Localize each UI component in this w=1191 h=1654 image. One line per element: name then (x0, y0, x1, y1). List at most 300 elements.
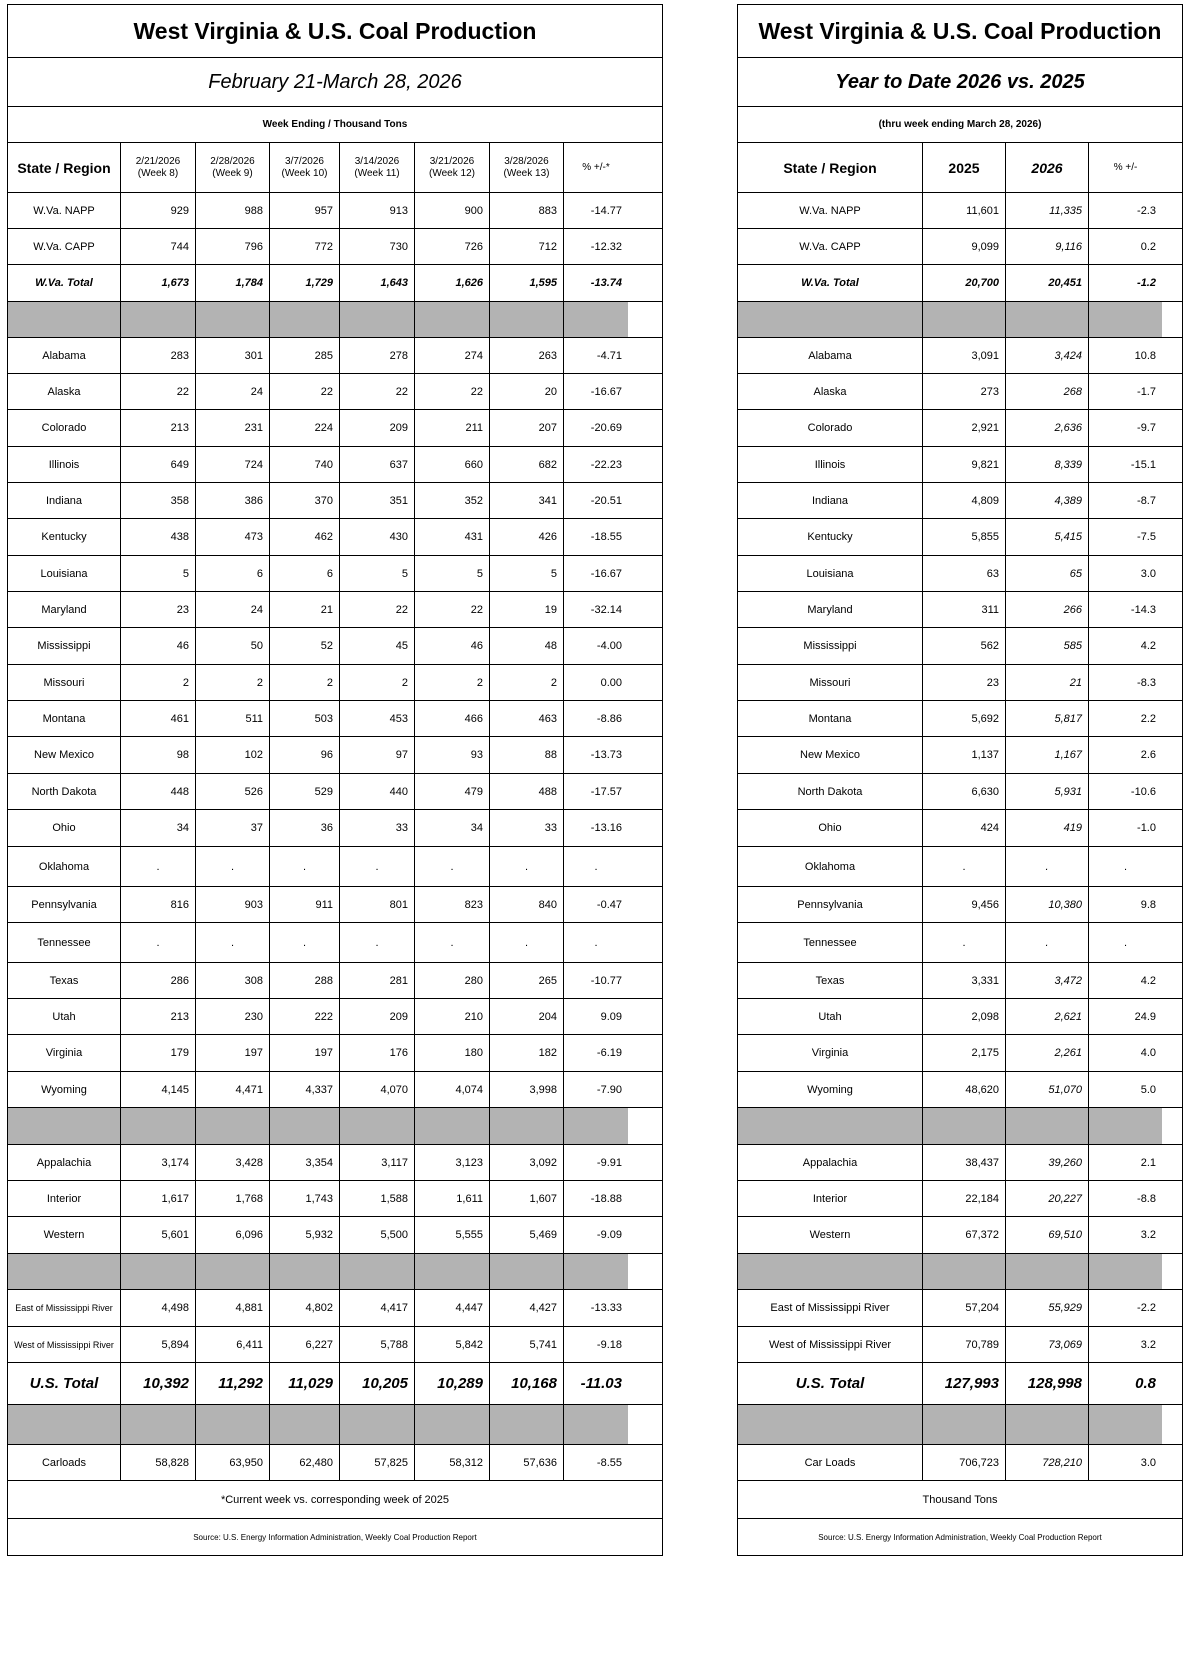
cell-value: 197 (196, 1035, 270, 1071)
cell-value: 274 (415, 338, 490, 373)
cell-value: 52 (270, 628, 340, 664)
table-row (738, 737, 1182, 774)
cell-value: 2.2 (1140, 712, 1156, 725)
table-row (8, 1072, 662, 1108)
cell-value: 278 (340, 338, 415, 373)
row-label-louisiana: Louisiana (8, 556, 121, 591)
cell-value: 1,137 (923, 737, 1006, 773)
cell-value: 24 (196, 374, 270, 409)
table-subtitle: February 21-March 28, 2026 (208, 70, 462, 93)
table-row (738, 410, 1182, 447)
cell-value: 55,929 (1006, 1290, 1089, 1326)
row-label-alaska: Alaska (8, 374, 121, 409)
cell-value: 1,626 (415, 265, 490, 301)
cell-value: 1,607 (490, 1181, 564, 1216)
row-label-alabama: Alabama (8, 338, 121, 373)
cell-value: 273 (923, 374, 1006, 409)
cell-value: 511 (196, 701, 270, 736)
cell-value: 50 (196, 628, 270, 664)
cell-value: 2 (415, 665, 490, 700)
footnote: Thousand Tons (922, 1493, 998, 1506)
cell-value: 2.1 (1140, 1156, 1156, 1169)
column-header: 2025 (923, 143, 1006, 192)
cell-value: 466 (415, 701, 490, 736)
table-row (738, 1217, 1182, 1254)
spacer-cell (1089, 302, 1162, 337)
table-row (738, 1445, 1182, 1481)
cell-value: 3,092 (490, 1145, 564, 1180)
cell-value: 6,411 (196, 1327, 270, 1362)
cell-value: 34 (415, 810, 490, 846)
cell-value: 649 (121, 447, 196, 482)
cell-value: 230 (196, 999, 270, 1034)
spacer-cell (1006, 1254, 1089, 1289)
cell-value: . (340, 847, 415, 886)
column-header: % +/- (1113, 161, 1138, 173)
cell-value: -9.18 (596, 1338, 622, 1351)
spacer-row (738, 1254, 1182, 1290)
cell-value: 3,428 (196, 1145, 270, 1180)
row-label-car-loads: Car Loads (738, 1445, 923, 1480)
row-label-virginia: Virginia (8, 1035, 121, 1071)
cell-value: -8.55 (596, 1456, 622, 1469)
cell-value: 5 (121, 556, 196, 591)
row-label-interior: Interior (738, 1181, 923, 1216)
cell-value: 286 (121, 963, 196, 998)
cell-value: 5,601 (121, 1217, 196, 1253)
table-row (8, 592, 662, 628)
table-row (8, 338, 662, 374)
cell-value: . (923, 847, 1006, 886)
cell-value: -22.23 (590, 458, 622, 471)
cell-value: 263 (490, 338, 564, 373)
cell-value: 9.8 (1140, 898, 1156, 911)
cell-value: -1.7 (1137, 385, 1156, 398)
cell-value: 20,451 (1006, 265, 1089, 301)
table-row (8, 628, 662, 665)
cell-value: 10,205 (340, 1363, 415, 1404)
row-label-north-dakota: North Dakota (738, 774, 923, 809)
cell-value: 473 (196, 519, 270, 555)
column-header: 2/21/2026 (Week 8) (121, 143, 196, 192)
cell-value: 4,447 (415, 1290, 490, 1326)
row-label-ohio: Ohio (8, 810, 121, 846)
row-label-east-of-mississippi-river: East of Mississippi River (8, 1290, 121, 1326)
spacer-cell (923, 1405, 1006, 1444)
spacer-cell (8, 302, 121, 337)
cell-value: 341 (490, 483, 564, 518)
cell-value: 0.2 (1140, 240, 1156, 253)
cell-value: 2.6 (1140, 749, 1156, 761)
cell-value: 0.00 (600, 676, 622, 689)
subtitle-row (738, 58, 1182, 107)
title-row (738, 5, 1182, 58)
spacer-row (8, 1108, 662, 1145)
table-row (738, 999, 1182, 1035)
table-row (738, 447, 1182, 483)
cell-value: 488 (490, 774, 564, 809)
title-row (8, 5, 662, 58)
cell-value: -1.0 (1137, 822, 1156, 834)
cell-value: 4,471 (196, 1072, 270, 1107)
row-label-utah: Utah (738, 999, 923, 1034)
table-row (8, 1327, 662, 1363)
cell-value: 46 (415, 628, 490, 664)
spacer-cell (490, 1108, 564, 1144)
table-row (8, 999, 662, 1035)
spacer-row (8, 302, 662, 338)
cell-value: 2 (270, 665, 340, 700)
row-label-w-va-napp: W.Va. NAPP (8, 193, 121, 228)
cell-value: 23 (923, 665, 1006, 700)
cell-value: 11,601 (923, 193, 1006, 228)
cell-value: 9,116 (1006, 229, 1089, 264)
cell-value: -16.67 (590, 567, 622, 580)
cell-value: 96 (270, 737, 340, 773)
row-label-utah: Utah (8, 999, 121, 1034)
cell-value: -8.3 (1137, 676, 1156, 689)
table-row (8, 774, 662, 810)
cell-value: 3,998 (490, 1072, 564, 1107)
spacer-cell (340, 1254, 415, 1289)
row-label-new-mexico: New Mexico (8, 737, 121, 773)
cell-value: -13.73 (590, 749, 622, 761)
cell-value: . (1006, 923, 1089, 962)
spacer-cell (415, 1108, 490, 1144)
cell-value: 3,424 (1006, 338, 1089, 373)
cell-value: 62,480 (270, 1445, 340, 1480)
cell-value: 5,692 (923, 701, 1006, 736)
cell-value: 4,417 (340, 1290, 415, 1326)
cell-value: 0.8 (1135, 1375, 1156, 1392)
cell-value: 730 (340, 229, 415, 264)
cell-value: 213 (121, 410, 196, 446)
spacer-row (8, 1254, 662, 1290)
cell-value: 211 (415, 410, 490, 446)
column-header: State / Region (738, 143, 923, 192)
table-subtitle: Year to Date 2026 vs. 2025 (835, 70, 1085, 93)
cell-value: 65 (1006, 556, 1089, 591)
row-label-illinois: Illinois (738, 447, 923, 482)
row-label-tennessee: Tennessee (738, 923, 923, 962)
cell-value: 903 (196, 887, 270, 922)
table-row (8, 193, 662, 229)
cell-value: 744 (121, 229, 196, 264)
row-label-maryland: Maryland (738, 592, 923, 627)
cell-value: 6 (270, 556, 340, 591)
table-title: West Virginia & U.S. Coal Production (133, 17, 537, 44)
spacer-cell (564, 302, 628, 337)
cell-value: 461 (121, 701, 196, 736)
table-row (8, 963, 662, 999)
spacer-cell (490, 1405, 564, 1444)
cell-value: 10,380 (1006, 887, 1089, 922)
table-row (738, 1363, 1182, 1405)
cell-value: -20.69 (590, 422, 622, 434)
cell-value: 6,096 (196, 1217, 270, 1253)
cell-value: 900 (415, 193, 490, 228)
cell-value: 57,825 (340, 1445, 415, 1480)
table-row (8, 737, 662, 774)
cell-value: -4.71 (596, 349, 622, 362)
row-label-alaska: Alaska (738, 374, 923, 409)
table-row (8, 1145, 662, 1181)
row-label-western: Western (738, 1217, 923, 1253)
row-label-north-dakota: North Dakota (8, 774, 121, 809)
cell-value: 2,621 (1006, 999, 1089, 1034)
cell-value: 358 (121, 483, 196, 518)
spacer-cell (923, 1254, 1006, 1289)
table-row (738, 483, 1182, 519)
cell-value: 20,227 (1006, 1181, 1089, 1216)
cell-value: 46 (121, 628, 196, 664)
cell-value: 8,339 (1006, 447, 1089, 482)
cell-value: 1,588 (340, 1181, 415, 1216)
row-label-pennsylvania: Pennsylvania (738, 887, 923, 922)
cell-value: -17.57 (590, 785, 622, 798)
cell-value: 660 (415, 447, 490, 482)
table-row (8, 887, 662, 923)
cell-value: 772 (270, 229, 340, 264)
cell-value: 2,098 (923, 999, 1006, 1034)
cell-value: 5,932 (270, 1217, 340, 1253)
table-row (8, 410, 662, 447)
cell-value: 479 (415, 774, 490, 809)
table-row (738, 887, 1182, 923)
footnote-row (8, 1481, 662, 1519)
cell-value: . (1006, 847, 1089, 886)
spacer-cell (564, 1108, 628, 1144)
cell-value: 5 (415, 556, 490, 591)
cell-value: -15.1 (1130, 458, 1156, 471)
cell-value: 23 (121, 592, 196, 627)
cell-value: 2 (121, 665, 196, 700)
cell-value: -7.5 (1137, 531, 1156, 543)
ytd-production-table (737, 4, 1183, 1556)
spacer-cell (490, 302, 564, 337)
cell-value: 57,204 (923, 1290, 1006, 1326)
cell-value: 5,555 (415, 1217, 490, 1253)
cell-value: 1,595 (490, 265, 564, 301)
cell-value: 21 (1006, 665, 1089, 700)
cell-value: 682 (490, 447, 564, 482)
cell-value: 127,993 (923, 1363, 1006, 1404)
cell-value: 22 (415, 592, 490, 627)
table-row (8, 1363, 662, 1405)
spacer-cell (121, 1254, 196, 1289)
table-row (8, 229, 662, 265)
cell-value: 1,617 (121, 1181, 196, 1216)
table-row (738, 265, 1182, 302)
table-row (738, 229, 1182, 265)
cell-value: -6.19 (596, 1047, 622, 1059)
spacer-cell (270, 1108, 340, 1144)
cell-value: 4,427 (490, 1290, 564, 1326)
cell-value: 69,510 (1006, 1217, 1089, 1253)
cell-value: 265 (490, 963, 564, 998)
row-label-kentucky: Kentucky (8, 519, 121, 555)
row-label-tennessee: Tennessee (8, 923, 121, 962)
cell-value: 20,700 (923, 265, 1006, 301)
cell-value: 9,456 (923, 887, 1006, 922)
cell-value: 48,620 (923, 1072, 1006, 1107)
cell-value: 33 (490, 810, 564, 846)
cell-value: 5,894 (121, 1327, 196, 1362)
footnote-row (738, 1481, 1182, 1519)
row-label-virginia: Virginia (738, 1035, 923, 1071)
cell-value: 22 (340, 592, 415, 627)
table-row (8, 1035, 662, 1072)
cell-value: 57,636 (490, 1445, 564, 1480)
spacer-cell (121, 1108, 196, 1144)
column-header-row (738, 143, 1182, 193)
cell-value: -2.3 (1137, 204, 1156, 217)
cell-value: . (121, 923, 196, 962)
spacer-cell (196, 302, 270, 337)
cell-value: 70,789 (923, 1327, 1006, 1362)
cell-value: 213 (121, 999, 196, 1034)
spacer-cell (8, 1254, 121, 1289)
cell-value: 4,809 (923, 483, 1006, 518)
cell-value: 5,931 (1006, 774, 1089, 809)
cell-value: 288 (270, 963, 340, 998)
cell-value: 22,184 (923, 1181, 1006, 1216)
source-row (738, 1519, 1182, 1555)
column-header: 3/7/2026 (Week 10) (270, 143, 340, 192)
cell-value: 22 (121, 374, 196, 409)
row-label-colorado: Colorado (738, 410, 923, 446)
cell-value: 883 (490, 193, 564, 228)
cell-value: -9.09 (596, 1229, 622, 1241)
cell-value: -18.55 (590, 531, 622, 543)
cell-value: 462 (270, 519, 340, 555)
cell-value: 3,123 (415, 1145, 490, 1180)
table-row (8, 556, 662, 592)
column-header: 3/28/2026 (Week 13) (490, 143, 564, 192)
cell-value: 386 (196, 483, 270, 518)
table-row (738, 701, 1182, 737)
cell-value: . (923, 923, 1006, 962)
spacer-cell (564, 1254, 628, 1289)
spacer-cell (738, 1405, 923, 1444)
spacer-cell (340, 302, 415, 337)
table-row (8, 1217, 662, 1254)
cell-value: 22 (340, 374, 415, 409)
table-row (8, 1445, 662, 1481)
cell-value: 179 (121, 1035, 196, 1071)
cell-value: 816 (121, 887, 196, 922)
cell-value: . (270, 923, 340, 962)
cell-value: 4,145 (121, 1072, 196, 1107)
cell-value: 67,372 (923, 1217, 1006, 1253)
spacer-cell (1006, 302, 1089, 337)
cell-value: 308 (196, 963, 270, 998)
cell-value: 4,070 (340, 1072, 415, 1107)
cell-value: 6,630 (923, 774, 1006, 809)
cell-value: 430 (340, 519, 415, 555)
row-label-interior: Interior (8, 1181, 121, 1216)
row-label-ohio: Ohio (738, 810, 923, 846)
cell-value: 5,415 (1006, 519, 1089, 555)
table-row (738, 592, 1182, 628)
table-row (8, 701, 662, 737)
cell-value: 840 (490, 887, 564, 922)
cell-value: 2,636 (1006, 410, 1089, 446)
cell-value: 88 (490, 737, 564, 773)
cell-value: 4,498 (121, 1290, 196, 1326)
row-label-u-s-total: U.S. Total (738, 1363, 923, 1404)
spacer-cell (1006, 1405, 1089, 1444)
cell-value: 34 (121, 810, 196, 846)
cell-value: -1.2 (1137, 277, 1156, 289)
cell-value: 11,335 (1006, 193, 1089, 228)
spacer-cell (923, 302, 1006, 337)
cell-value: 3,472 (1006, 963, 1089, 998)
cell-value: 11,029 (270, 1363, 340, 1404)
subtitle-row (8, 58, 662, 107)
table-row (8, 1181, 662, 1217)
row-label-alabama: Alabama (738, 338, 923, 373)
cell-value: -4.00 (596, 640, 622, 652)
row-label-colorado: Colorado (8, 410, 121, 446)
cell-value: 5,842 (415, 1327, 490, 1362)
spacer-cell (270, 1254, 340, 1289)
cell-value: 285 (270, 338, 340, 373)
spacer-cell (121, 1405, 196, 1444)
row-label-carloads: Carloads (8, 1445, 121, 1480)
table-row (8, 810, 662, 847)
cell-value: 1,611 (415, 1181, 490, 1216)
row-label-west-of-mississippi-river: West of Mississippi River (8, 1327, 121, 1362)
cell-value: . (1123, 936, 1128, 949)
row-label-new-mexico: New Mexico (738, 737, 923, 773)
cell-value: 9.09 (600, 1010, 622, 1023)
cell-value: . (1123, 860, 1128, 873)
cell-value: 73,069 (1006, 1327, 1089, 1362)
spacer-cell (415, 302, 490, 337)
spacer-cell (196, 1108, 270, 1144)
table-row (738, 1035, 1182, 1072)
cell-value: 4.2 (1140, 640, 1156, 652)
column-header: 2/28/2026 (Week 9) (196, 143, 270, 192)
source-row (8, 1519, 662, 1555)
spacer-row (8, 1405, 662, 1445)
cell-value: 180 (415, 1035, 490, 1071)
spacer-cell (490, 1254, 564, 1289)
cell-value: 3.0 (1140, 1456, 1156, 1469)
cell-value: 440 (340, 774, 415, 809)
cell-value: 728,210 (1006, 1445, 1089, 1480)
cell-value: 5,788 (340, 1327, 415, 1362)
table-row (738, 923, 1182, 963)
spacer-row (738, 302, 1182, 338)
spacer-cell (415, 1254, 490, 1289)
cell-value: 929 (121, 193, 196, 228)
cell-value: 957 (270, 193, 340, 228)
spacer-cell (340, 1108, 415, 1144)
cell-value: 4,074 (415, 1072, 490, 1107)
column-header: 3/21/2026 (Week 12) (415, 143, 490, 192)
spacer-cell (270, 302, 340, 337)
spacer-cell (738, 1254, 923, 1289)
cell-value: -10.77 (590, 974, 622, 987)
cell-value: 1,743 (270, 1181, 340, 1216)
cell-value: 706,723 (923, 1445, 1006, 1480)
cell-value: 3.0 (1140, 567, 1156, 580)
cell-value: 1,673 (121, 265, 196, 301)
table-row (738, 193, 1182, 229)
cell-value: 63,950 (196, 1445, 270, 1480)
